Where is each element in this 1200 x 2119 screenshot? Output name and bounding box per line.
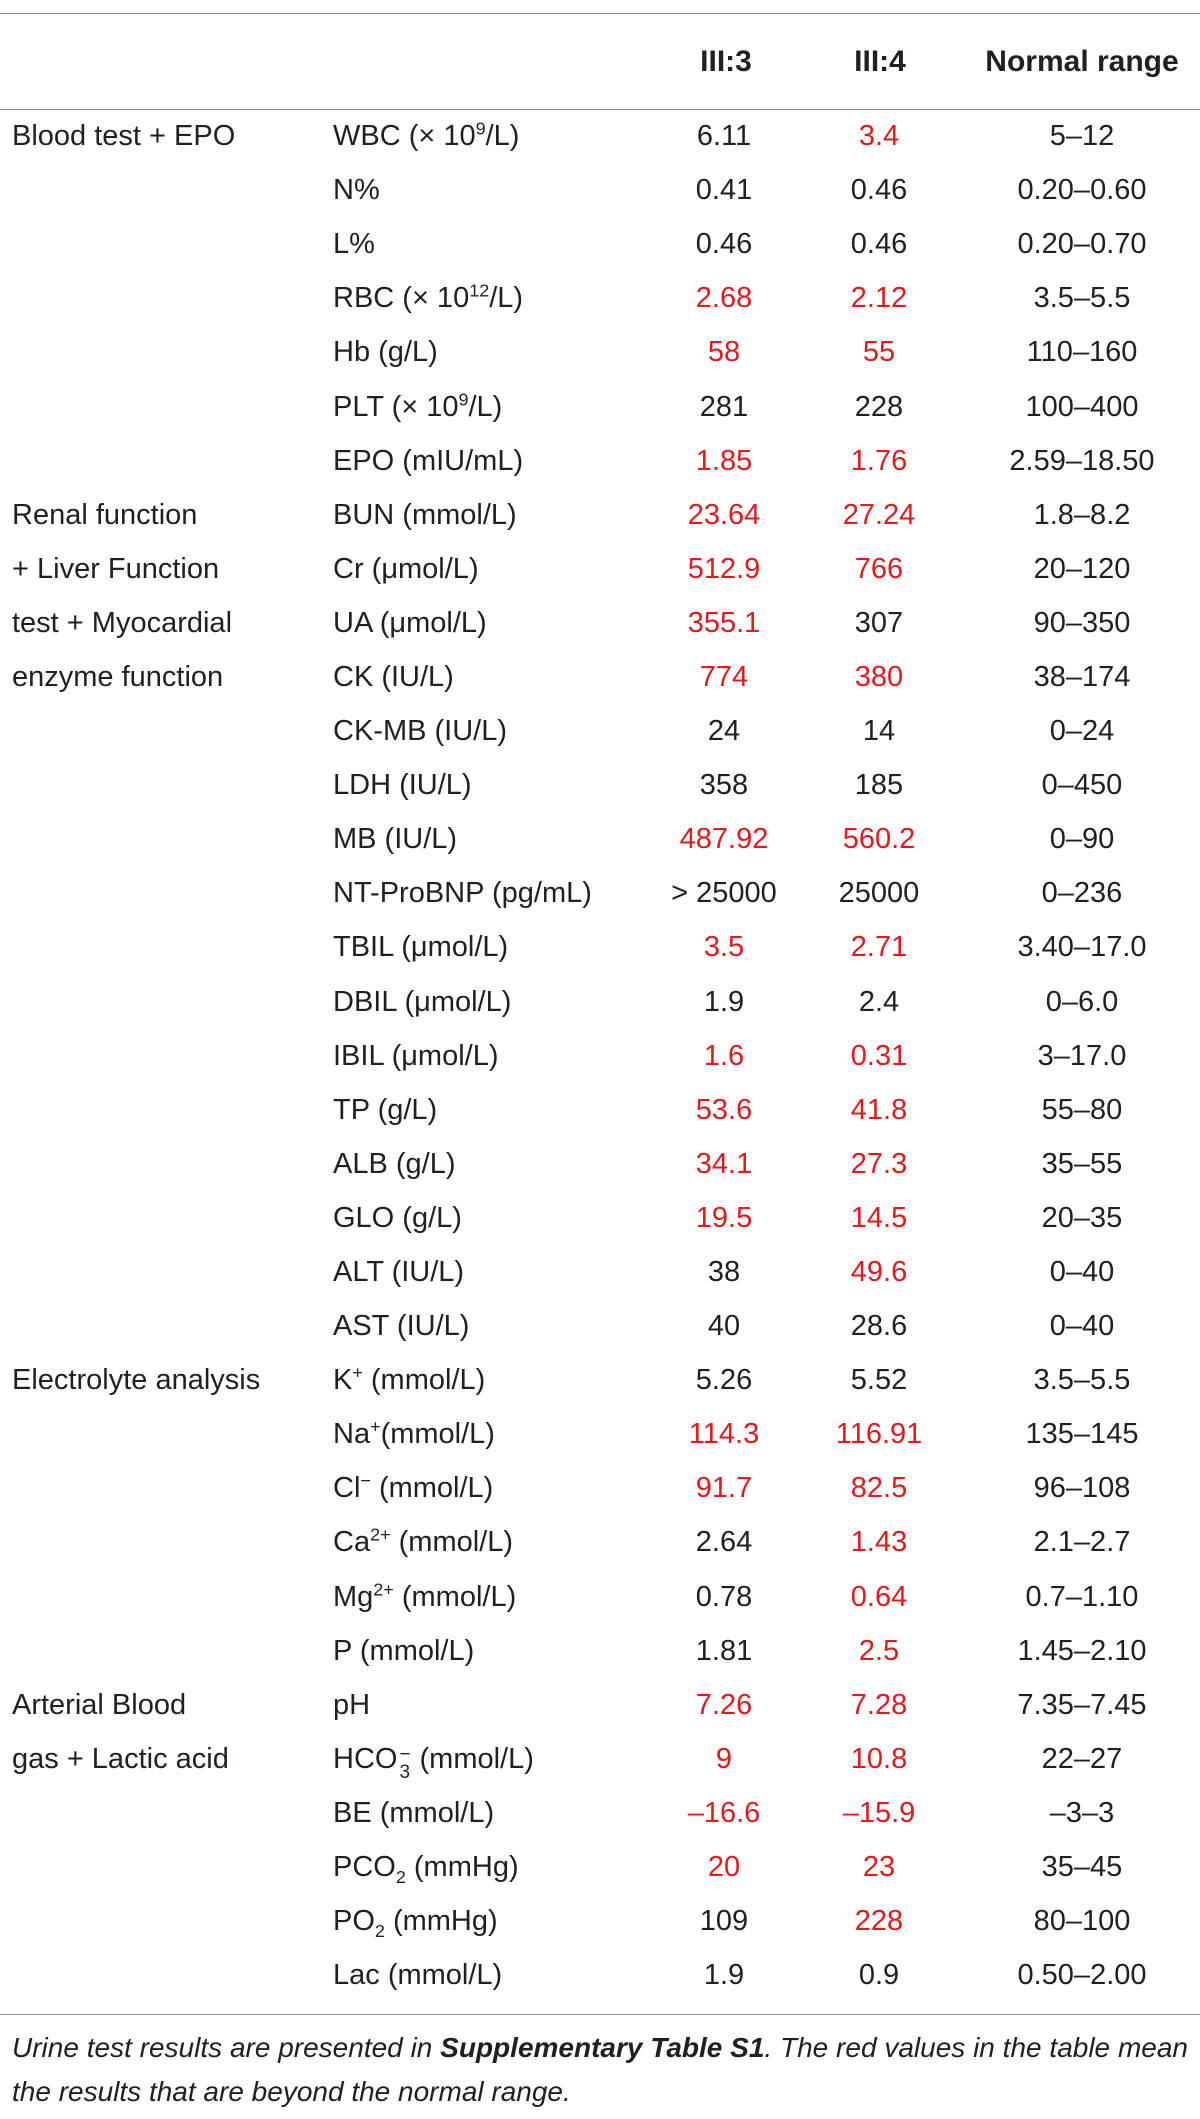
table-row: [0, 1840, 1200, 1894]
value-iii4: 0.31: [850, 1039, 908, 1072]
parameter-unit: (mmol/L): [370, 1472, 494, 1505]
category-label: + Liver Function: [12, 552, 220, 585]
value-iii4: 7.28: [850, 1688, 908, 1721]
table-row: [0, 1299, 1200, 1353]
parameter-unit: /L): [489, 282, 524, 315]
value-iii4: 10.8: [850, 1742, 908, 1775]
parameter-unit: (mmHg): [405, 1851, 519, 1884]
parameter-label: [333, 1742, 534, 1783]
value-iii3: 355.1: [687, 606, 761, 639]
normal-range-value: 2.1–2.7: [1033, 1526, 1131, 1559]
value-iii4: 766: [854, 552, 904, 585]
parameter-label: EPO (mIU/mL): [333, 444, 524, 477]
value-iii4: 5.52: [850, 1364, 908, 1397]
parameter-label: P (mmol/L): [333, 1634, 475, 1667]
parameter-superscript: 9: [475, 118, 486, 139]
parameter-superscript: 9: [458, 388, 469, 409]
value-iii3: 114.3: [688, 1418, 760, 1451]
parameter-charge-stack: [397, 1743, 411, 1783]
parameter-base: PLT (× 10: [333, 390, 459, 423]
value-iii4: 27.3: [850, 1147, 908, 1180]
normal-range-value: 0–24: [1049, 715, 1115, 748]
table-row: [0, 1191, 1200, 1245]
value-iii3: 23.64: [687, 498, 761, 531]
normal-range-value: 20–120: [1033, 552, 1131, 585]
parameter-unit: (mmol/L): [390, 1526, 514, 1559]
normal-range-value: 0–450: [1041, 769, 1123, 802]
parameter-label: L%: [333, 228, 375, 261]
normal-range-value: 0–40: [1049, 1310, 1115, 1343]
parameter-label: [333, 119, 519, 153]
table-row: [0, 596, 1200, 650]
value-iii4: 1.76: [850, 444, 908, 477]
value-iii3: 7.26: [695, 1688, 753, 1721]
value-iii3: 2.64: [695, 1526, 753, 1559]
normal-range-value: 0.20–0.60: [1017, 174, 1147, 207]
table-row: [0, 1083, 1200, 1137]
value-iii3: 58: [707, 336, 741, 369]
value-iii4: 0.9: [858, 1959, 900, 1992]
parameter-base: Mg: [333, 1580, 374, 1613]
value-iii4: 1.43: [850, 1526, 908, 1559]
table-row: [0, 1732, 1200, 1786]
value-iii4: 2.4: [858, 985, 900, 1018]
parameter-base: HCO: [333, 1742, 398, 1775]
value-iii4: 185: [854, 769, 904, 802]
table-footnote: [12, 2026, 1188, 2114]
parameter-label: [333, 1580, 516, 1614]
parameter-base: Ca: [333, 1526, 371, 1559]
category-label: Arterial Blood: [12, 1688, 187, 1721]
table-row: [0, 1461, 1200, 1515]
category-label: test + Myocardial: [12, 606, 233, 639]
value-iii4: 3.4: [858, 120, 900, 153]
value-iii4: 0.46: [850, 174, 908, 207]
value-iii3: 34.1: [695, 1147, 753, 1180]
parameter-superscript: −: [399, 1743, 411, 1765]
value-iii3: 9: [715, 1742, 733, 1775]
table-header: [0, 14, 1200, 109]
header-normal-range: Normal range: [985, 45, 1179, 78]
value-iii3: 19.5: [695, 1201, 753, 1234]
parameter-label: [333, 390, 502, 424]
category-label: enzyme function: [12, 660, 224, 693]
header-patient-iii4: III:4: [854, 45, 906, 78]
value-iii3: 487.92: [679, 823, 769, 856]
value-iii3: 6.11: [696, 120, 752, 153]
parameter-label: UA (μmol/L): [333, 606, 487, 639]
normal-range-value: 0–40: [1049, 1256, 1115, 1289]
parameter-superscript: 2+: [373, 1578, 394, 1599]
parameter-subscript: 2: [395, 1866, 406, 1887]
parameter-label: [333, 1525, 513, 1559]
normal-range-value: 0–236: [1041, 877, 1123, 910]
parameter-superscript: −: [360, 1470, 371, 1491]
normal-range-value: 20–35: [1041, 1201, 1123, 1234]
footnote-text: Urine test results are presented in: [12, 2032, 441, 2063]
parameter-label: DBIL (μmol/L): [333, 985, 512, 1018]
value-iii4: 380: [854, 660, 904, 693]
value-iii3: 0.78: [695, 1580, 753, 1613]
value-iii4: 25000: [838, 877, 920, 910]
parameter-label: pH: [333, 1688, 371, 1721]
table-row: [0, 163, 1200, 217]
value-iii4: 14.5: [850, 1201, 908, 1234]
normal-range-value: 80–100: [1033, 1905, 1131, 1938]
parameter-label: CK-MB (IU/L): [333, 715, 507, 748]
table-row: [0, 758, 1200, 812]
parameter-label: [333, 281, 523, 315]
parameter-base: K: [333, 1364, 353, 1397]
normal-range-value: 3.5–5.5: [1033, 282, 1131, 315]
table-row: [0, 1786, 1200, 1840]
parameter-unit: (mmHg): [384, 1905, 498, 1938]
value-iii4: 2.12: [850, 282, 908, 315]
parameter-base: WBC (× 10: [333, 120, 476, 153]
value-iii4: 0.64: [850, 1580, 908, 1613]
parameter-unit: (mmol/L): [362, 1364, 486, 1397]
category-label: Renal function: [12, 498, 198, 531]
normal-range-value: 0.20–0.70: [1017, 228, 1147, 261]
value-iii3: 1.6: [703, 1039, 745, 1072]
parameter-unit: (mmol/L): [380, 1418, 495, 1451]
table-row: [0, 109, 1200, 163]
normal-range-value: 0–90: [1049, 823, 1115, 856]
parameter-label: BE (mmol/L): [333, 1796, 495, 1829]
value-iii3: 24: [707, 715, 741, 748]
value-iii3: 5.26: [695, 1364, 753, 1397]
value-iii3: 91.7: [695, 1472, 753, 1505]
value-iii3: 109: [699, 1905, 749, 1938]
normal-range-value: 0.50–2.00: [1017, 1959, 1147, 1992]
normal-range-value: 96–108: [1033, 1472, 1131, 1505]
parameter-base: PCO: [333, 1851, 396, 1884]
value-iii3: 1.85: [695, 444, 753, 477]
parameter-label: LDH (IU/L): [333, 769, 472, 802]
value-iii3: > 25000: [671, 877, 777, 910]
parameter-label: Hb (g/L): [333, 336, 438, 369]
value-iii4: 0.46: [850, 228, 908, 261]
category-label: Electrolyte analysis: [12, 1364, 261, 1397]
table-row: [0, 1894, 1200, 1948]
value-iii4: 82.5: [850, 1472, 908, 1505]
table-row: [0, 1407, 1200, 1461]
normal-range-value: 38–174: [1033, 660, 1131, 693]
value-iii4: 307: [854, 606, 904, 639]
category-label: gas + Lactic acid: [12, 1742, 229, 1775]
value-iii4: 228: [854, 390, 904, 423]
value-iii4: 2.5: [858, 1634, 900, 1667]
parameter-base: PO: [333, 1905, 375, 1938]
value-iii4: 55: [862, 336, 896, 369]
value-iii3: –16.6: [687, 1796, 761, 1829]
table-row: [0, 434, 1200, 488]
normal-range-value: 110–160: [1026, 336, 1138, 369]
table-row: [0, 325, 1200, 379]
footnote-supplementary-ref: Supplementary Table S1: [440, 2032, 765, 2063]
parameter-label: [333, 1417, 495, 1451]
value-iii3: 40: [707, 1310, 741, 1343]
value-iii3: 774: [699, 660, 749, 693]
parameter-base: RBC (× 10: [333, 282, 470, 315]
value-iii3: 358: [699, 769, 749, 802]
value-iii4: 23: [862, 1851, 896, 1884]
parameter-label: [333, 1471, 493, 1505]
table-row: [0, 1948, 1200, 2002]
parameter-subscript: 2: [374, 1920, 385, 1941]
normal-range-value: 1.45–2.10: [1017, 1634, 1147, 1667]
parameter-superscript: 12: [469, 280, 490, 301]
parameter-unit: /L): [468, 390, 503, 423]
table-row: [0, 1029, 1200, 1083]
parameter-label: ALB (g/L): [333, 1147, 456, 1180]
category-label: Blood test + EPO: [12, 120, 236, 153]
value-iii3: 20: [707, 1851, 741, 1884]
normal-range-value: 0.7–1.10: [1025, 1580, 1139, 1613]
value-iii3: 1.81: [695, 1634, 753, 1667]
normal-range-value: 3.40–17.0: [1017, 931, 1147, 964]
value-iii3: 3.5: [703, 931, 745, 964]
parameter-label: CK (IU/L): [333, 660, 454, 693]
value-iii3: 1.9: [703, 985, 745, 1018]
normal-range-value: 22–27: [1041, 1742, 1123, 1775]
table-row: [0, 1515, 1200, 1569]
normal-range-value: 35–55: [1041, 1147, 1123, 1180]
parameter-superscript: +: [352, 1362, 363, 1383]
value-iii3: 0.41: [695, 174, 753, 207]
parameter-label: ALT (IU/L): [333, 1256, 465, 1289]
value-iii4: 14: [862, 715, 896, 748]
parameter-label: TP (g/L): [333, 1093, 438, 1126]
parameter-label: [333, 1904, 498, 1941]
table-row: [0, 542, 1200, 596]
normal-range-value: 2.59–18.50: [1009, 444, 1155, 477]
parameter-label: [333, 1850, 519, 1887]
table-row: [0, 920, 1200, 974]
value-iii3: 38: [707, 1256, 741, 1289]
table-row: [0, 1678, 1200, 1732]
parameter-unit: (mmol/L): [411, 1742, 534, 1775]
parameter-label: BUN (mmol/L): [333, 498, 517, 531]
value-iii3: 281: [699, 390, 749, 423]
parameter-base: Cl: [333, 1472, 361, 1505]
value-iii4: 116.91: [835, 1418, 923, 1451]
table-row: [0, 812, 1200, 866]
value-iii4: 27.24: [842, 498, 916, 531]
parameter-label: Cr (μmol/L): [333, 552, 479, 585]
table-row: [0, 975, 1200, 1029]
value-iii3: 53.6: [695, 1093, 753, 1126]
table-row: [0, 217, 1200, 271]
table-row: [0, 1353, 1200, 1407]
normal-range-value: 55–80: [1041, 1093, 1123, 1126]
parameter-label: MB (IU/L): [333, 823, 458, 856]
normal-range-value: 1.8–8.2: [1033, 498, 1131, 531]
parameter-label: GLO (g/L): [333, 1201, 462, 1234]
table-row: [0, 1245, 1200, 1299]
parameter-unit: /L): [485, 120, 520, 153]
parameter-label: AST (IU/L): [333, 1310, 470, 1343]
table-body: [0, 109, 1200, 2002]
value-iii4: 228: [854, 1905, 904, 1938]
normal-range-value: 5–12: [1049, 120, 1115, 153]
value-iii4: –15.9: [842, 1796, 916, 1829]
normal-range-value: –3–3: [1049, 1796, 1115, 1829]
parameter-superscript: +: [370, 1416, 381, 1437]
normal-range-value: 0–6.0: [1045, 985, 1119, 1018]
footnote-text-end: . The red values in the table mean the results that are beyond the normal range.: [12, 2032, 1188, 2107]
normal-range-value: 3.5–5.5: [1033, 1364, 1131, 1397]
value-iii3: 2.68: [695, 282, 753, 315]
table-row: [0, 379, 1200, 433]
normal-range-value: 7.35–7.45: [1017, 1688, 1147, 1721]
parameter-label: [333, 1363, 485, 1397]
normal-range-value: 135–145: [1025, 1418, 1139, 1451]
parameter-label: NT-ProBNP (pg/mL): [333, 877, 592, 910]
value-iii4: 49.6: [850, 1256, 908, 1289]
value-iii3: 512.9: [687, 552, 761, 585]
header-patient-iii3: III:3: [700, 45, 752, 78]
table-row: [0, 1570, 1200, 1624]
parameter-label: IBIL (μmol/L): [333, 1039, 499, 1072]
parameter-label: N%: [333, 174, 380, 207]
parameter-unit: (mmol/L): [393, 1580, 517, 1613]
table-row: [0, 1624, 1200, 1678]
table-row: [0, 1137, 1200, 1191]
normal-range-value: 35–45: [1041, 1851, 1123, 1884]
parameter-label: Lac (mmol/L): [333, 1959, 503, 1992]
table-row: [0, 650, 1200, 704]
parameter-base: Na: [333, 1418, 371, 1451]
value-iii4: 28.6: [850, 1310, 908, 1343]
parameter-label: TBIL (μmol/L): [333, 931, 509, 964]
normal-range-value: 100–400: [1025, 390, 1139, 423]
table-row: [0, 704, 1200, 758]
value-iii4: 41.8: [850, 1093, 908, 1126]
value-iii4: 2.71: [850, 931, 908, 964]
normal-range-value: 3–17.0: [1037, 1039, 1127, 1072]
table-row: [0, 866, 1200, 920]
normal-range-value: 90–350: [1033, 606, 1131, 639]
parameter-superscript: 2+: [370, 1524, 391, 1545]
table-row: [0, 271, 1200, 325]
table-row: [0, 488, 1200, 542]
value-iii3: 1.9: [703, 1959, 745, 1992]
value-iii3: 0.46: [695, 228, 753, 261]
parameter-subscript: 3: [399, 1761, 411, 1783]
value-iii4: 560.2: [842, 823, 916, 856]
table-bottom-rule: [0, 2014, 1200, 2015]
